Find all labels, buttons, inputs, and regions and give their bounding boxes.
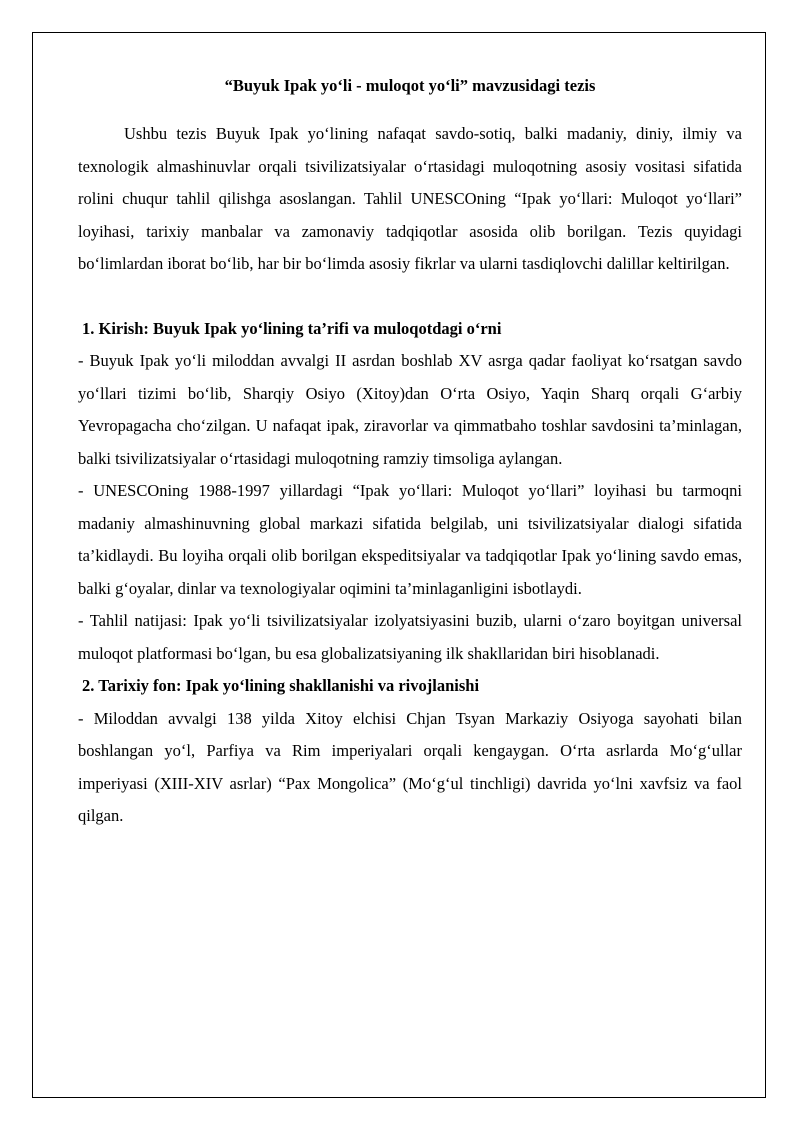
document-title: “Buyuk Ipak yo‘li - muloqot yo‘li” mavzusidagi tezis	[224, 76, 596, 95]
document-body	[78, 70, 742, 833]
section-1-heading: 1. Kirish: Buyuk Ipak yo‘lining ta’rifi va muloqotdagi o‘rni	[82, 318, 502, 338]
section-1-paragraph-2: - UNESCOning 1988-1997 yillardagi “Ipak yo‘llari: Muloqot yo‘llari” loyihasi bu tarmoqni madaniy almashinuvning global markazi sifatida belgilab, uni tsivilizatsiyalar dialogi sifatida ta’kidlaydi. Bu loyiha orqali olib borilgan ekspeditsiyalar va tadqiqotlar Ipak yo‘lining savdo emas, balki g‘oyalar, dinlar va texnologiyalar oqimini ta’minlaganligini isbotlaydi.	[78, 481, 742, 598]
section-2-paragraph-1: - Miloddan avvalgi 138 yilda Xitoy elchisi Chjan Tsyan Markaziy Osiyoga sayohati bilan boshlangan yo‘l, Parfiya va Rim imperiyalari orqali kengaygan. O‘rta asrlarda Mo‘g‘ullar imperiyasi (XIII-XIV asrlar) “Pax Mongolica” (Mo‘g‘ul tinchligi) davrida yo‘lni xavfsiz va faol qilgan.	[78, 708, 742, 825]
section-2-heading: 2. Tarixiy fon: Ipak yo‘lining shakllanishi va rivojlanishi	[82, 676, 480, 695]
section-1-paragraph-1: - Buyuk Ipak yo‘li miloddan avvalgi II asrdan boshlab XV asrga qadar faoliyat ko‘rsatgan savdo yo‘llari tizimi bo‘lib, Sharqiy Osiyo (Xitoy)dan O‘rta Osiyo, Yaqin Sharq orqali G‘arbiy Yevropagacha cho‘zilgan. U nafaqat ipak, ziravorlar va qimmatbaho toshlar savdosini ta’minlagan, balki tsivilizatsiyalar o‘rtasidagi muloqotning ramziy timsoliga aylangan.	[78, 351, 742, 468]
section-1-paragraph-3: - Tahlil natijasi: Ipak yo‘li tsivilizatsiyalar izolyatsiyasini buzib, ularni o‘zaro boyitgan universal muloqot platformasi bo‘lgan, bu esa globalizatsiyaning ilk shakllaridan biri hisoblanadi.	[78, 611, 742, 663]
spacer	[78, 281, 742, 313]
intro-paragraph: Ushbu tezis Buyuk Ipak yo‘lining nafaqat savdo-sotiq, balki madaniy, diniy, ilmiy va texnologik almashinuvlar orqali tsivilizatsiyalar o‘rtasidagi muloqotning asosiy vositasi sifatida rolini chuqur tahlil qilishga asoslangan. Tahlil UNESCOning “Ipak yo‘llari: Muloqot yo‘llari” loyihasi, tarixiy manbalar va zamonaviy tadqiqotlar asosida olib borilgan. Tezis quyidagi bo‘limlardan iborat bo‘lib, har bir bo‘limda asosiy fikrlar va ularni tasdiqlovchi dalillar keltirilgan.	[78, 124, 742, 273]
